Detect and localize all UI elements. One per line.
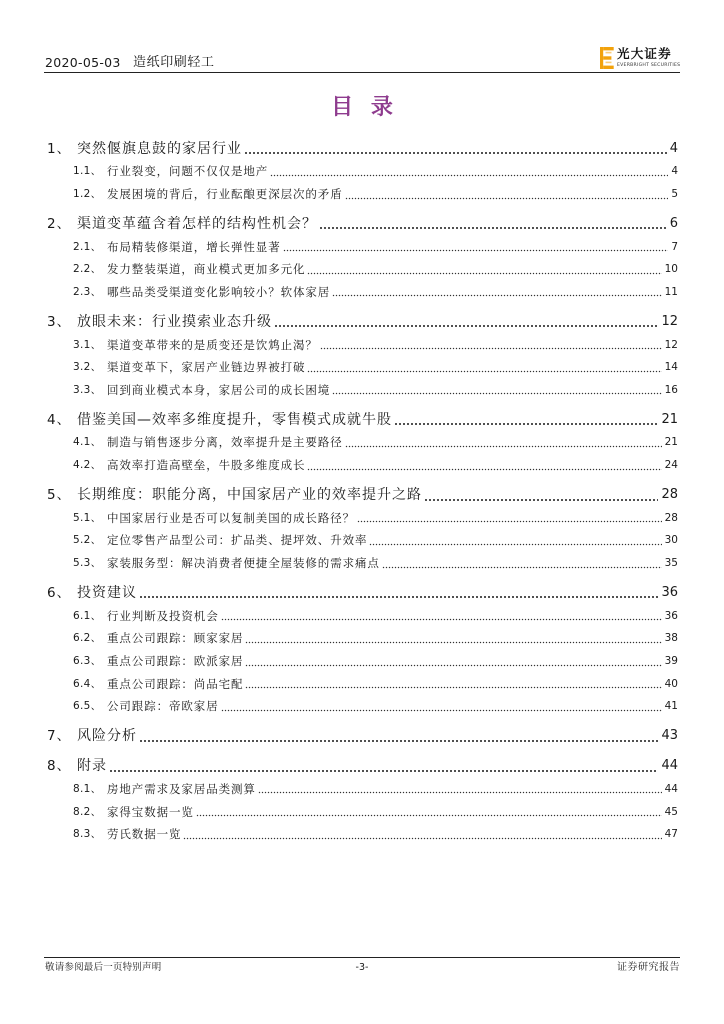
toc-entry-title: 突然偃旗息鼓的家居行业	[77, 140, 242, 157]
toc-entry-title: 放眼未来：行业摸索业态升级	[77, 313, 272, 330]
toc-entry-number: 3.1、	[73, 338, 102, 351]
toc-entry-title: 渠道变革蕴含着怎样的结构性机会？	[77, 215, 317, 232]
toc-entry-2[interactable]	[47, 213, 678, 236]
toc-entry-3-2[interactable]	[47, 356, 678, 379]
toc-entry-title: 布局精装修渠道，增长弹性显著	[107, 239, 281, 254]
dot-leader	[245, 673, 661, 696]
toc-entry-title: 重点公司跟踪：欧派家居	[107, 654, 244, 669]
toc-entry-number: 6.1、	[73, 609, 102, 622]
dot-leader	[382, 552, 662, 575]
footer-divider	[44, 957, 680, 958]
toc-entry-number: 6.2、	[73, 632, 102, 645]
toc-entry-number: 3、	[47, 313, 72, 330]
toc-entry-page: 39	[664, 655, 678, 668]
toc-entry-6-3[interactable]	[47, 650, 678, 673]
toc-entry-number: 3.2、	[73, 361, 102, 374]
toc-entry-number: 5.3、	[73, 557, 102, 570]
toc-entry-title: 中国家居行业是否可以复制美国的成长路径？	[107, 510, 355, 525]
toc-entry-number: 8、	[47, 758, 72, 775]
toc-entry-number: 8.2、	[73, 805, 102, 818]
dot-leader	[307, 454, 661, 477]
toc-entry-page: 5	[671, 188, 678, 201]
toc-entry-3[interactable]	[47, 311, 678, 334]
toc-entry-page: 4	[671, 165, 678, 178]
toc-entry-page: 7	[671, 240, 678, 253]
toc-entry-number: 2.2、	[73, 263, 102, 276]
dot-leader	[307, 356, 661, 379]
toc-entry-number: 4.2、	[73, 459, 102, 472]
toc-entry-title: 房地产需求及家居品类测算	[107, 781, 256, 796]
dot-leader	[245, 650, 661, 673]
toc-entry-number: 1、	[47, 140, 72, 157]
toc-entry-number: 6、	[47, 584, 72, 601]
report-sector: 造纸印刷轻工	[133, 55, 215, 70]
toc-entry-number: 2.3、	[73, 285, 102, 298]
dot-leader	[307, 258, 661, 281]
toc-entry-6-5[interactable]	[47, 695, 678, 718]
toc-entry-page: 14	[664, 361, 678, 374]
toc-entry-page: 16	[664, 383, 678, 396]
dot-leader	[319, 213, 667, 236]
toc-entry-number: 6.3、	[73, 655, 102, 668]
toc-entry-number: 1.1、	[73, 165, 102, 178]
toc-entry-page: 28	[664, 511, 678, 524]
toc-entry-7[interactable]	[47, 725, 678, 748]
toc-entry-page: 41	[664, 700, 678, 713]
toc-entry-title: 附录	[77, 758, 107, 775]
dot-leader	[221, 605, 662, 628]
report-type: 证券研究报告	[617, 962, 680, 973]
toc-entry-number: 7、	[47, 728, 72, 745]
company-logo	[600, 46, 680, 71]
logo-name-cn: 光大证券	[617, 46, 672, 61]
toc-entry-page: 4	[669, 140, 678, 156]
toc-entry-title: 回到商业模式本身，家居公司的成长困境	[107, 382, 331, 397]
toc-entry-number: 8.3、	[73, 828, 102, 841]
toc-entry-5-2[interactable]	[47, 529, 678, 552]
toc-entry-title: 公司跟踪：帝欧家居	[107, 699, 219, 714]
dot-leader	[139, 725, 658, 748]
dot-leader	[139, 582, 658, 605]
toc-entry-2-3[interactable]	[47, 281, 678, 304]
toc-entry-6[interactable]	[47, 582, 678, 605]
header-divider	[44, 72, 680, 73]
dot-leader	[221, 695, 662, 718]
dot-leader	[424, 484, 658, 507]
toc-entry-8-1[interactable]	[47, 778, 678, 801]
toc-entry-8-2[interactable]	[47, 801, 678, 824]
toc-entry-page: 28	[661, 487, 678, 503]
table-of-contents	[47, 138, 678, 846]
dot-leader	[320, 334, 662, 357]
toc-entry-5-3[interactable]	[47, 552, 678, 575]
toc-entry-page: 11	[664, 285, 678, 298]
toc-entry-page: 21	[664, 436, 678, 449]
toc-entry-number: 4.1、	[73, 436, 102, 449]
toc-entry-4-2[interactable]	[47, 454, 678, 477]
dot-leader	[245, 627, 661, 650]
toc-entry-title: 哪些品类受渠道变化影响较小？软体家居	[107, 284, 331, 299]
disclaimer-note: 敬请参阅最后一页特别声明	[45, 962, 162, 973]
toc-entry-title: 渠道变革下，家居产业链边界被打破	[107, 360, 306, 375]
toc-entry-page: 43	[661, 728, 678, 744]
dot-leader	[345, 183, 669, 206]
toc-entry-title: 制造与销售逐步分离，效率提升是主要路径	[107, 435, 343, 450]
toc-entry-1[interactable]	[47, 138, 678, 161]
toc-entry-title: 投资建议	[77, 584, 137, 601]
dot-leader	[109, 755, 658, 778]
dot-leader	[258, 778, 662, 801]
toc-entry-page: 38	[664, 632, 678, 645]
toc-entry-4-1[interactable]	[47, 431, 678, 454]
toc-entry-1-2[interactable]	[47, 183, 678, 206]
toc-entry-title: 发力整装渠道，商业模式更加多元化	[107, 262, 306, 277]
toc-entry-number: 6.4、	[73, 677, 102, 690]
toc-entry-title: 劳氏数据一览	[107, 827, 182, 842]
toc-entry-page: 10	[664, 263, 678, 276]
toc-entry-page: 21	[661, 411, 678, 427]
dot-leader	[369, 529, 661, 552]
toc-entry-number: 5.2、	[73, 534, 102, 547]
toc-entry-number: 5.1、	[73, 511, 102, 524]
toc-entry-page: 45	[664, 805, 678, 818]
toc-entry-number: 5、	[47, 487, 72, 504]
toc-entry-4[interactable]	[47, 409, 678, 432]
report-date: 2020-05-03	[45, 55, 121, 70]
toc-entry-5-1[interactable]	[47, 507, 678, 530]
dot-leader	[332, 379, 661, 402]
toc-heading: 目 录	[331, 95, 398, 120]
toc-entry-8[interactable]	[47, 755, 678, 778]
dot-leader	[274, 311, 658, 334]
toc-entry-number: 1.2、	[73, 188, 102, 201]
toc-entry-page: 36	[664, 609, 678, 622]
toc-entry-8-3[interactable]	[47, 823, 678, 846]
dot-leader	[183, 823, 661, 846]
page-number: -3-	[355, 962, 369, 973]
toc-entry-page: 44	[664, 782, 678, 795]
toc-entry-title: 行业判断及投资机会	[107, 608, 219, 623]
toc-entry-title: 借鉴美国—效率多维度提升，零售模式成就牛股	[77, 411, 392, 428]
toc-entry-title: 行业裂变，问题不仅仅是地产	[107, 164, 269, 179]
toc-entry-page: 12	[664, 338, 678, 351]
toc-entry-page: 30	[664, 534, 678, 547]
dot-leader	[345, 431, 662, 454]
toc-entry-1-1[interactable]	[47, 160, 678, 183]
toc-entry-title: 重点公司跟踪：尚品宅配	[107, 676, 244, 691]
toc-entry-title: 家得宝数据一览	[107, 804, 194, 819]
dot-leader	[244, 138, 667, 161]
toc-entry-2-2[interactable]	[47, 258, 678, 281]
logo-name-en: EVERBRIGHT SECURITIES	[617, 63, 681, 68]
toc-entry-title: 长期维度：职能分离，中国家居产业的效率提升之路	[77, 487, 422, 504]
dot-leader	[283, 236, 669, 259]
toc-entry-3-1[interactable]	[47, 334, 678, 357]
toc-entry-page: 44	[661, 758, 678, 774]
toc-entry-page: 35	[664, 557, 678, 570]
toc-entry-page: 36	[661, 584, 678, 600]
toc-entry-number: 2.1、	[73, 240, 102, 253]
everbright-logo-icon	[600, 47, 614, 69]
toc-entry-number: 8.1、	[73, 782, 102, 795]
toc-entry-number: 3.3、	[73, 383, 102, 396]
toc-entry-3-3[interactable]	[47, 379, 678, 402]
toc-entry-page: 6	[669, 215, 678, 231]
dot-leader	[394, 409, 658, 432]
toc-entry-6-4[interactable]	[47, 673, 678, 696]
toc-entry-title: 渠道变革带来的是质变还是饮鸩止渴？	[107, 337, 318, 352]
dot-leader	[196, 801, 662, 824]
toc-entry-title: 风险分析	[77, 728, 137, 745]
toc-entry-title: 定位零售产品型公司：扩品类、提坪效、升效率	[107, 533, 368, 548]
toc-entry-page: 47	[664, 828, 678, 841]
toc-entry-title: 发展困境的背后，行业酝酿更深层次的矛盾	[107, 187, 343, 202]
toc-entry-number: 4、	[47, 411, 72, 428]
toc-entry-number: 6.5、	[73, 700, 102, 713]
toc-entry-6-1[interactable]	[47, 605, 678, 628]
toc-entry-5[interactable]	[47, 484, 678, 507]
toc-entry-title: 重点公司跟踪：顾家家居	[107, 631, 244, 646]
dot-leader	[270, 160, 668, 183]
dot-leader	[332, 281, 661, 304]
toc-entry-2-1[interactable]	[47, 236, 678, 259]
toc-entry-page: 12	[661, 313, 678, 329]
toc-entry-title: 高效率打造高壁垒，牛股多维度成长	[107, 458, 306, 473]
toc-entry-number: 2、	[47, 215, 72, 232]
toc-entry-page: 40	[664, 677, 678, 690]
toc-entry-6-2[interactable]	[47, 627, 678, 650]
dot-leader	[357, 507, 662, 530]
toc-entry-title: 家装服务型：解决消费者便捷全屋装修的需求痛点	[107, 556, 380, 571]
toc-entry-page: 24	[664, 459, 678, 472]
